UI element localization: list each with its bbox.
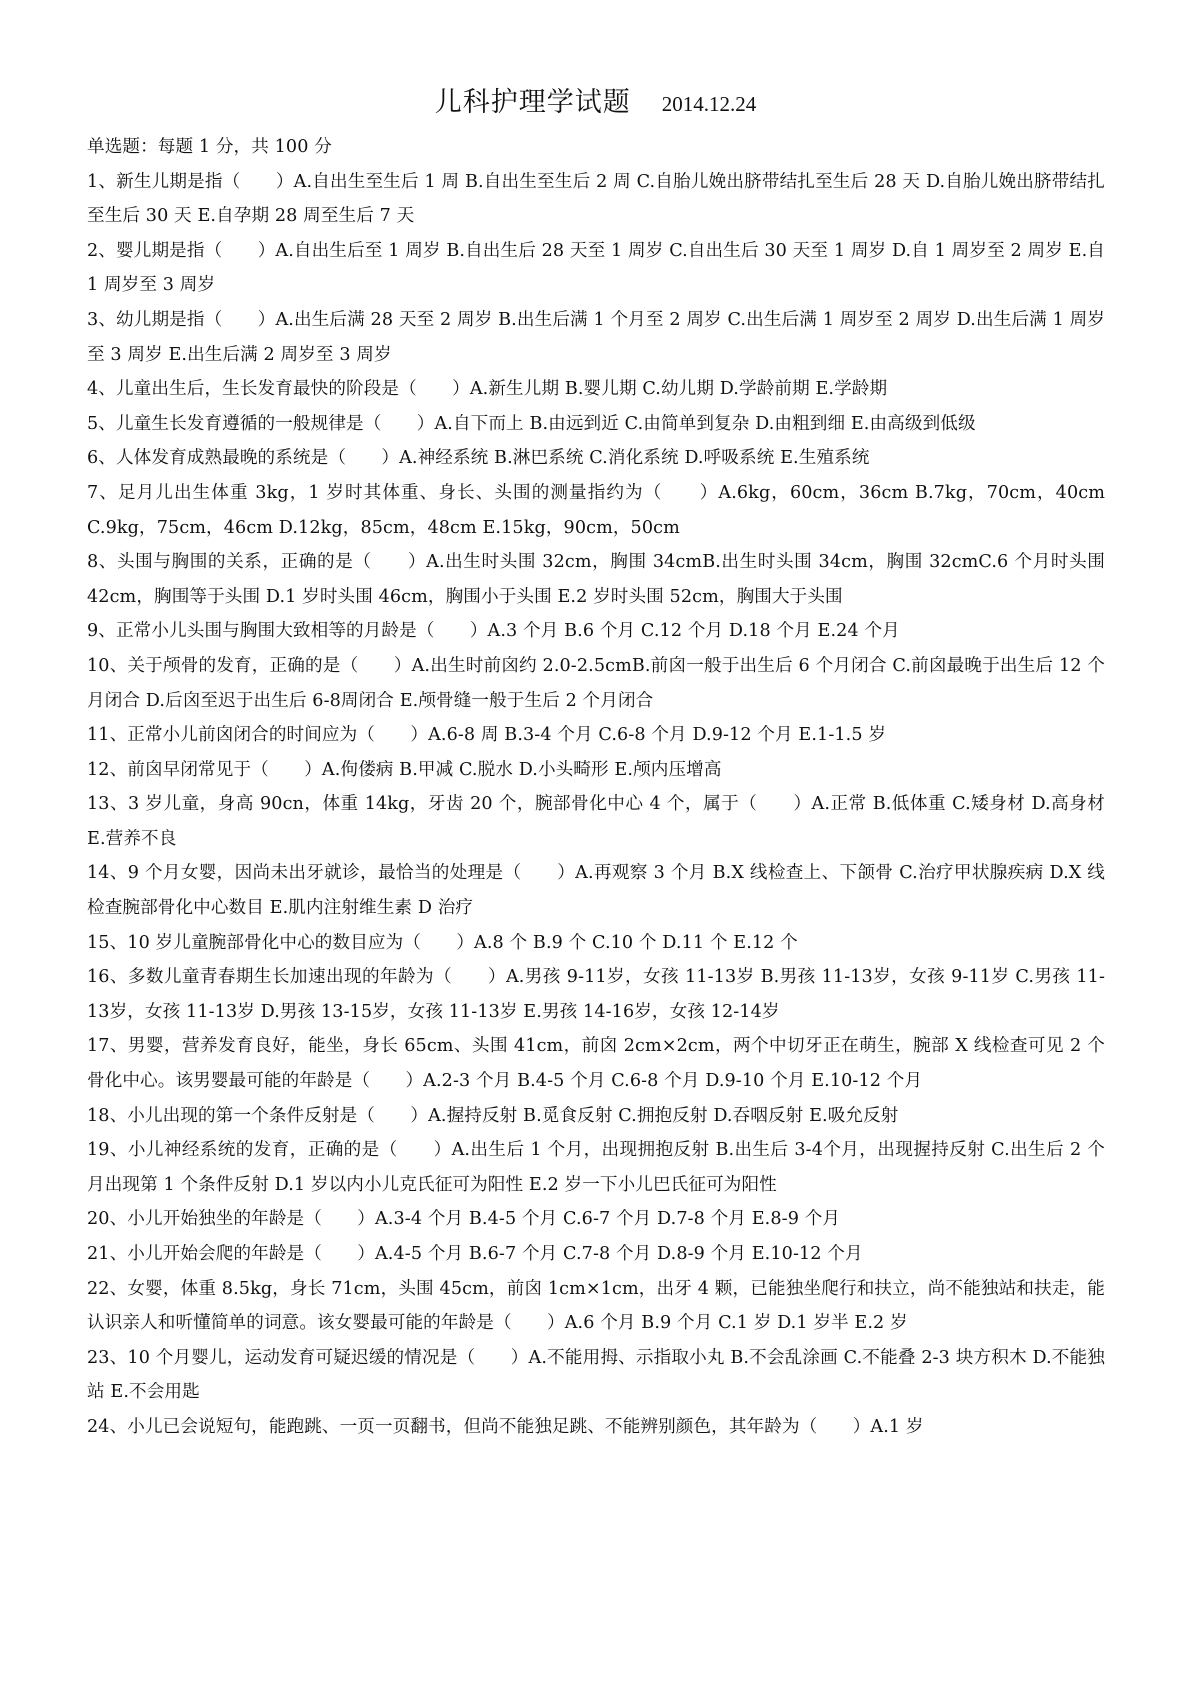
question-item: 16、多数儿童青春期生长加速出现的年龄为（ ）A.男孩 9-11岁，女孩 11-13岁 B.男孩 11-13岁，女孩 9-11岁 C.男孩 11-13岁，女孩 11-13岁 D.男孩 13-15岁，女孩 11-13岁 E.男孩 14-16岁，女孩 12-14岁: [87, 967, 1105, 1022]
question-item: 14、9 个月女婴，因尚未出牙就诊，最恰当的处理是（ ）A.再观察 3 个月 B.X 线检查上、下颌骨 C.治疗甲状腺疾病 D.X 线检查腕部骨化中心数目 E.肌内注射维生素 D 治疗: [87, 863, 1106, 919]
question-item: 12、前囟早闭常见于（ ）A.佝偻病 B.甲减 C.脱水 D.小头畸形 E.颅内压增高: [87, 759, 722, 780]
question-item: 1、新生儿期是指（ ）A.自出生至生后 1 周 B.自出生至生后 2 周 C.自胎儿娩出脐带结扎至生后 28 天 D.自胎儿娩出脐带结扎至生后 30 天 E.自孕期 28 周至生后 7 天: [87, 171, 1105, 227]
question-item: 7、足月儿出生体重 3kg，1 岁时其体重、身长、头围的测量指约为（ ）A.6kg，60cm，36cm B.7kg，70cm，40cm C.9kg，75cm，46cm D.12kg，85cm，48cm E.15kg，90cm，50cm: [87, 482, 1111, 538]
question-item: 10、关于颅骨的发育，正确的是（ ）A.出生时前囟约 2.0-2.5cmB.前囟一般于出生后 6 个月闭合 C.前囟最晚于出生后 12 个月闭合 D.后囟至迟于出生后 6-8周闭合 E.颅骨缝一般于生后 2 个月闭合: [87, 655, 1105, 711]
question-item: 24、小儿已会说短句，能跑跳、一页一页翻书，但尚不能独足跳、不能辨别颜色，其年龄为（ ）A.1 岁: [87, 1416, 924, 1437]
question-item: 23、10 个月婴儿，运动发育可疑迟缓的情况是（ ）A.不能用拇、示指取小丸 B.不会乱涂画 C.不能叠 2-3 块方积木 D.不能独站 E.不会用匙: [87, 1347, 1105, 1403]
question-list: [87, 130, 1111, 1445]
instructions: 单选题：每题 1 分，共 100 分: [87, 137, 332, 157]
question-item: 2、婴儿期是指（ ）A.自出生后至 1 周岁 B.自出生后 28 天至 1 周岁 C.自出生后 30 天至 1 周岁 D.自 1 周岁至 2 周岁 E.自 1 周岁至 3 周岁: [87, 240, 1111, 296]
question-item: 22、女婴，体重 8.5kg，身长 71cm，头围 45cm，前囟 1cm×1cm，出牙 4 颗，已能独坐爬行和扶立，尚不能独站和扶走，能认识亲人和听懂简单的词意。该女婴最可能的年龄是（ ）A.6 个月 B.9 个月 C.1 岁 D.1 岁半 E.2 岁: [87, 1278, 1105, 1334]
page-title: 儿科护理学试题: [434, 87, 631, 118]
question-item: 18、小儿出现的第一个条件反射是（ ）A.握持反射 B.觅食反射 C.拥抱反射 D.吞咽反射 E.吸允反射: [87, 1105, 899, 1126]
question-item: 11、正常小儿前囟闭合的时间应为（ ）A.6-8 周 B.3-4 个月 C.6-8 个月 D.9-12 个月 E.1-1.5 岁: [87, 725, 887, 746]
question-item: 4、儿童出生后，生长发育最快的阶段是（ ）A.新生儿期 B.婴儿期 C.幼儿期 D.学龄前期 E.学龄期: [87, 379, 888, 400]
question-item: 15、10 岁儿童腕部骨化中心的数目应为（ ）A.8 个 B.9 个 C.10 个 D.11 个 E.12 个: [87, 932, 798, 953]
title-row: [0, 80, 1191, 120]
question-item: 21、小儿开始会爬的年龄是（ ）A.4-5 个月 B.6-7 个月 C.7-8 个月 D.8-9 个月 E.10-12 个月: [87, 1244, 863, 1264]
question-item: 8、头围与胸围的关系，正确的是（ ）A.出生时头围 32cm，胸围 34cmB.出生时头围 34cm，胸围 32cmC.6 个月时头围 42cm，胸围等于头围 D.1 岁时头围 46cm，胸围小于头围 E.2 岁时头围 52cm，胸围大于头围: [87, 552, 1111, 607]
question-item: 5、儿童生长发育遵循的一般规律是（ ）A.自下而上 B.由远到近 C.由简单到复杂 D.由粗到细 E.由高级到低级: [87, 413, 976, 434]
question-item: 9、正常小儿头围与胸围大致相等的月龄是（ ）A.3 个月 B.6 个月 C.12 个月 D.18 个月 E.24 个月: [87, 621, 900, 642]
exam-date: 2014.12.24: [661, 92, 757, 116]
question-item: 19、小儿神经系统的发育，正确的是（ ）A.出生后 1 个月，出现拥抱反射 B.出生后 3-4个月，出现握持反射 C.出生后 2 个月出现第 1 个条件反射 D.1 岁以内小儿克氏征可为阳性 E.2 岁一下小儿巴氏征可为阳性: [87, 1140, 1105, 1195]
question-item: 3、幼儿期是指（ ）A.出生后满 28 天至 2 周岁 B.出生后满 1 个月至 2 周岁 C.出生后满 1 周岁至 2 周岁 D.出生后满 1 周岁至 3 周岁 E.出生后满 2 周岁至 3 周岁: [87, 309, 1105, 365]
question-item: 13、3 岁儿童，身高 90cn，体重 14kg，牙齿 20 个，腕部骨化中心 4 个，属于（ ）A.正常 B.低体重 C.矮身材 D.高身材 E.营养不良: [87, 794, 1111, 849]
question-item: 6、人体发育成熟最晚的系统是（ ）A.神经系统 B.淋巴系统 C.消化系统 D.呼吸系统 E.生殖系统: [87, 448, 870, 469]
question-item: 20、小儿开始独坐的年龄是（ ）A.3-4 个月 B.4-5 个月 C.6-7 个月 D.7-8 个月 E.8-9 个月: [87, 1209, 841, 1230]
question-item: 17、男婴，营养发育良好，能坐，身长 65cm、头围 41cm，前囟 2cm×2cm，两个中切牙正在萌生，腕部 X 线检查可见 2 个骨化中心。该男婴最可能的年龄是（ ）A.2-3 个月 B.4-5 个月 C.6-8 个月 D.9-10 个月 E.10-12 个月: [87, 1036, 1105, 1092]
